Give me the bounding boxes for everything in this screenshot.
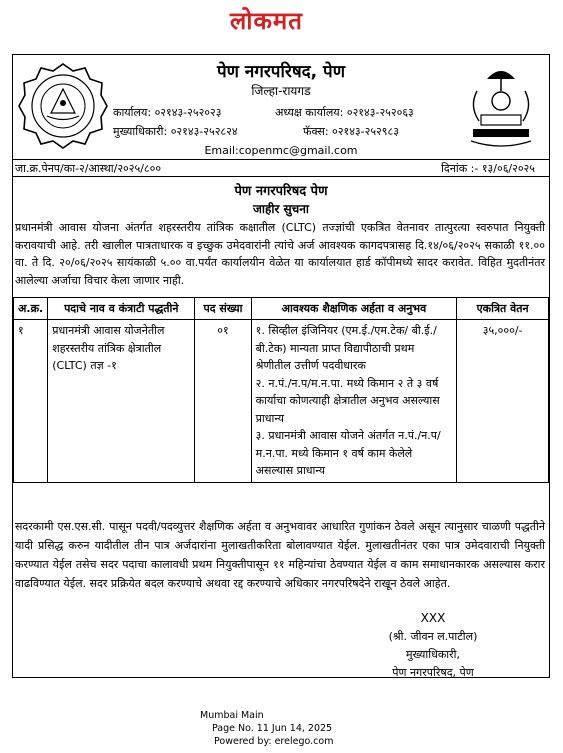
- table-header-row: [14, 298, 549, 320]
- header-sr: अ.क्र.: [14, 298, 48, 320]
- newspaper-masthead: [0, 0, 563, 44]
- office-phone: कार्यालय: ०२१४३-२५२०२३: [113, 106, 222, 119]
- cell-qualification: [251, 320, 457, 483]
- header-salary: एकत्रित वेतन: [457, 298, 549, 320]
- edition-name: Mumbai Main: [200, 710, 264, 721]
- reference-number: जा.क्र.पेनप/का-२/आस्था/२०२५/८००: [15, 162, 162, 175]
- qualification-3: ३. प्रधानमंत्री आवास योजने अंतर्गत न.पं./न.प/म.न.पा. मध्ये किमान १ वर्ष काम केलेले असल्यास प्राधान्य: [255, 429, 441, 477]
- powered-by: Powered by: erelego.com: [214, 736, 334, 747]
- header-qualification: आवश्यक शैक्षणिक अर्हता व अनुभव: [251, 298, 457, 320]
- notice-date: दिनांक :- १३/०६/२०२५: [441, 162, 535, 175]
- page-info: Page No. 11 Jun 14, 2025: [212, 723, 333, 734]
- cell-post: प्रधानमंत्री आवास योजनेतील शहरस्तरीय तांत्रिक क्षेत्रातील (CLTC) तज्ञ -१: [48, 320, 195, 483]
- notice-intro: प्रधानमंत्री आवास योजना अंतर्गत शहरस्तरीय तांत्रिक कक्षातील (CLTC) तज्ज्ञांची एकत्रित वेतनावर तात्पुरत्या स्वरुपात नियुक्ती करावयाची आहे. तरी खालील पात्रताधारक व इच्छुक उमेदवारांनी त्यांचे अर्ज आवश्यक कागदपत्रासह दि.१४/०६/२०२५ सकाळी ११.०० वा. ते दि. २०/०६/२०२५ सायंकाळी ५.०० वा.पर्यंत कार्यालयीन वेळेत या कार्यालयात हार्ड कॉपीमध्ये सादर करावेत. विहित मुदतीनंतर आलेल्या अर्जाचा विचार केला जाणार नाही.: [15, 221, 545, 287]
- notice-org-name: पेण नगरपरिषद पेण: [234, 184, 328, 199]
- closing-paragraph: सदरकामी एस.एस.सी. पासून पदवी/पदव्युत्तर शैक्षणिक अर्हता व अनुभवावर आधारित गुणांकन ठेवले असून त्यानुसार चाळणी पद्धतीने यादी प्रसिद्ध करुन यादीतील तीन पात्र अर्जदारांना मुलाखतीकरिता बोलावण्यात येईल. मुलाखतीनंतर एका पात्र उमेदवाराची नियुक्ती करण्यात येईल तसेच सदर पदाचा कालावधी प्रथम नियुक्तीपासून ११ महिन्यांचा ठेवण्यात येईल व काम समाधानकारक असल्यास करार वाढविण्यात येईल. सदर प्रक्रियेत बदल करण्याचे अथवा रद्द करण्याचे अधिकार नगरपरिषदेने राखून ठेवले आहेत.: [15, 520, 545, 590]
- president-phone: अध्यक्ष कार्यालय: ०२१४३-२५२०६३: [275, 106, 414, 119]
- org-title: पेण नगरपरिषद, पेण: [216, 62, 345, 82]
- email-address: Email:copenmc@gmail.com: [204, 144, 358, 157]
- public-notice: [12, 54, 550, 678]
- signatory-designation: मुख्याधिकारी,: [406, 648, 460, 661]
- notice-header: [13, 55, 549, 159]
- newspaper-logo: लोकमत: [230, 7, 303, 35]
- header-post: पदाचे नाव व कंत्राटी पद्धतीने: [48, 298, 195, 320]
- fax-number: फॅक्स: ०२१४३-२५२९८३: [303, 125, 399, 138]
- qualification-2: २. न.पं./न.प/म.न.पा. मध्ये किमान २ ते ३ वर्ष कार्याचा कोणत्याही क्षेत्रातील अनुभव असल्यास प्राधान्य: [255, 376, 440, 425]
- table-row: [14, 320, 549, 483]
- cell-salary: ३५,०००/-: [457, 320, 549, 483]
- chief-officer-phone: मुख्याधिकारी: ०२१४३-२५२८२४: [113, 125, 238, 138]
- city-emblem-icon: [459, 61, 543, 151]
- signatory-office: पेण नगरपरिषद, पेण: [392, 666, 474, 679]
- posts-table: [13, 297, 549, 483]
- cell-count: ०१: [195, 320, 251, 483]
- header-count: पद संख्या: [195, 298, 251, 320]
- org-district: जिल्हा-रायगड: [251, 84, 311, 98]
- cell-sr: १: [14, 320, 48, 483]
- reference-bar: [13, 159, 549, 177]
- signature-mark: XXX: [420, 611, 446, 625]
- notice-heading: जाहीर सुचना: [252, 202, 310, 216]
- signatory-name: (श्री. जीवन ल.पाटील): [388, 630, 478, 643]
- qualification-1: १. सिव्हील इंजिनियर (एम.ई./एम.टेक/ बी.ई./बी.टेक) मान्यता प्राप्त विद्यापीठाची प्रथम श्रेणीतील उत्तीर्ण पदवीधारक: [255, 324, 437, 372]
